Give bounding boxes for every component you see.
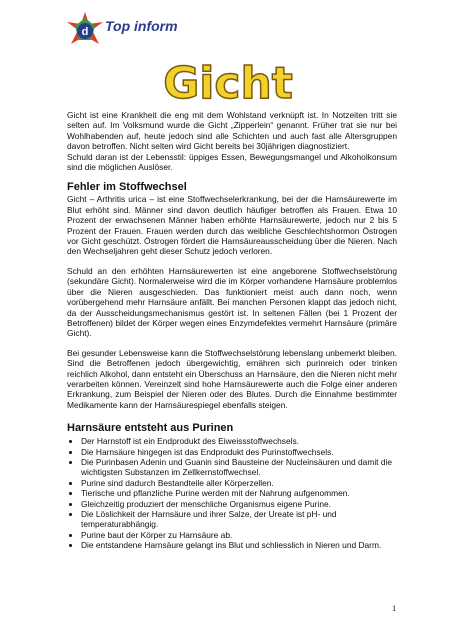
section-heading-stoffwechsel: Fehler im Stoffwechsel — [67, 181, 187, 194]
section1-paragraph-1: Gicht – Arthritis urica – ist eine Stoffwechselerkrankung, bei der die Harnsäurewerte im Blut erhöht sind. Männer sind davon deutlich häufiger betroffen als Frauen. Etwa 10 Prozent der erwachsenen Männer haben erhöhte Harnsäurewerte, jedoch nur 2 bis 5 Prozent der Frauen. Frauen werden durch das weibliche Geschlechtshormon Östrogen vor Gicht geschützt. Östrogen fördert die Harnsäureausscheidung über die Nieren. Nach den Wechseljahren geht dieser Schutz jedoch verloren. — [67, 194, 397, 257]
section-heading-purine: Harnsäure entsteht aus Purinen — [67, 422, 234, 435]
list-item: • Die Purinbasen Adenin und Guanin sind Bausteine der Nucleinsäuren und damit die wichtigsten Substanzen im Zellkernstoffwechsel. — [81, 457, 397, 478]
intro-paragraph-1: Gicht ist eine Krankheit die eng mit dem Wohlstand verknüpft ist. In Notzeiten tritt sie selten auf. Im Volksmund wurde die Gicht „Zipperlein“ genannt. Früher trat sie nur bei Wohlhabenden auf, heute jedoch sind alle Schichten und auch fast alle Altersgruppen davon betroffen. Nicht selten wird Gicht bereits bei 30jährigen diagnostiziert. — [67, 110, 397, 152]
list-item: • Die Harnsäure hingegen ist das Endprodukt des Purinstoffwechsels. — [81, 447, 397, 457]
logo-letter: d — [81, 26, 89, 38]
section1-paragraph-2: Schuld an den erhöhten Harnsäurewerten ist eine angeborene Stoffwechselstörung (sekundäre Gicht). Normalerweise wird die im Körper vorhandene Harnsäure problemlos über die Nieren ausgeschieden. Das funktioniert meist auch dann noch, wenn vorübergehend mehr Harnsäure anfällt. Bei manchen Personen klappt das jedoch nicht, da der Ausscheidungsmechanismus gestört ist. In seltenen Fällen (bei 1 Prozent der Betroffenen) bildet der Körper wegen eines Enzymdefektes vermehrt Harnsäure (primäre Gicht). — [67, 265, 397, 339]
list-item: • Die Löslichkeit der Harnsäure und ihrer Salze, der Ureate ist pH- und temperaturabhängig. — [81, 509, 397, 530]
intro-paragraph-2: Schuld daran ist der Lebensstil: üppiges Essen, Bewegungsmangel und Alkoholkonsum sind die möglichen Auslöser. — [67, 151, 397, 173]
title-text: Gicht — [163, 58, 293, 109]
document-body — [67, 110, 397, 551]
topinform-logo — [65, 10, 185, 50]
section1-paragraph-3: Bei gesunder Lebensweise kann die Stoffwechselstörung lebenslang unbemerkt bleiben. Sind die Betroffenen jedoch übergewichtig, ernähren sich purinreich oder trinken reichlich Alkohol, dann entsteht ein Überschuss an Harnsäure, den die Nieren nicht mehr verarbeiten können. Vereinzelt sind hohe Harnsäurewerte auch die Folge einer anderen Erkrankung, zum Beispiel der Nieren oder des Blutes. Durch die Einnahme bestimmter Medikamente kann der Harnsäurespiegel ebenfalls steigen. — [67, 347, 397, 410]
list-item: • Die entstandene Harnsäure gelangt ins Blut und schliesslich in Nieren und Darm. — [81, 540, 397, 550]
list-item: • Purine sind dadurch Bestandteile aller Körperzellen. — [81, 478, 397, 488]
page-number: 1 — [392, 604, 397, 613]
list-item: • Gleichzeitig produziert der menschliche Organismus eigene Purine. — [81, 499, 397, 509]
purine-list — [67, 436, 397, 550]
list-item: • Tierische und pflanzliche Purine werden mit der Nahrung aufgenommen. — [81, 488, 397, 498]
list-item: • Purine baut der Körper zu Harnsäure ab. — [81, 530, 397, 540]
logo-text: Top inform — [105, 18, 178, 34]
logo-star-icon — [65, 10, 105, 50]
list-item: • Der Harnstoff ist ein Endprodukt des Eiweissstoffwechsels. — [81, 436, 397, 446]
page-title — [163, 52, 293, 110]
